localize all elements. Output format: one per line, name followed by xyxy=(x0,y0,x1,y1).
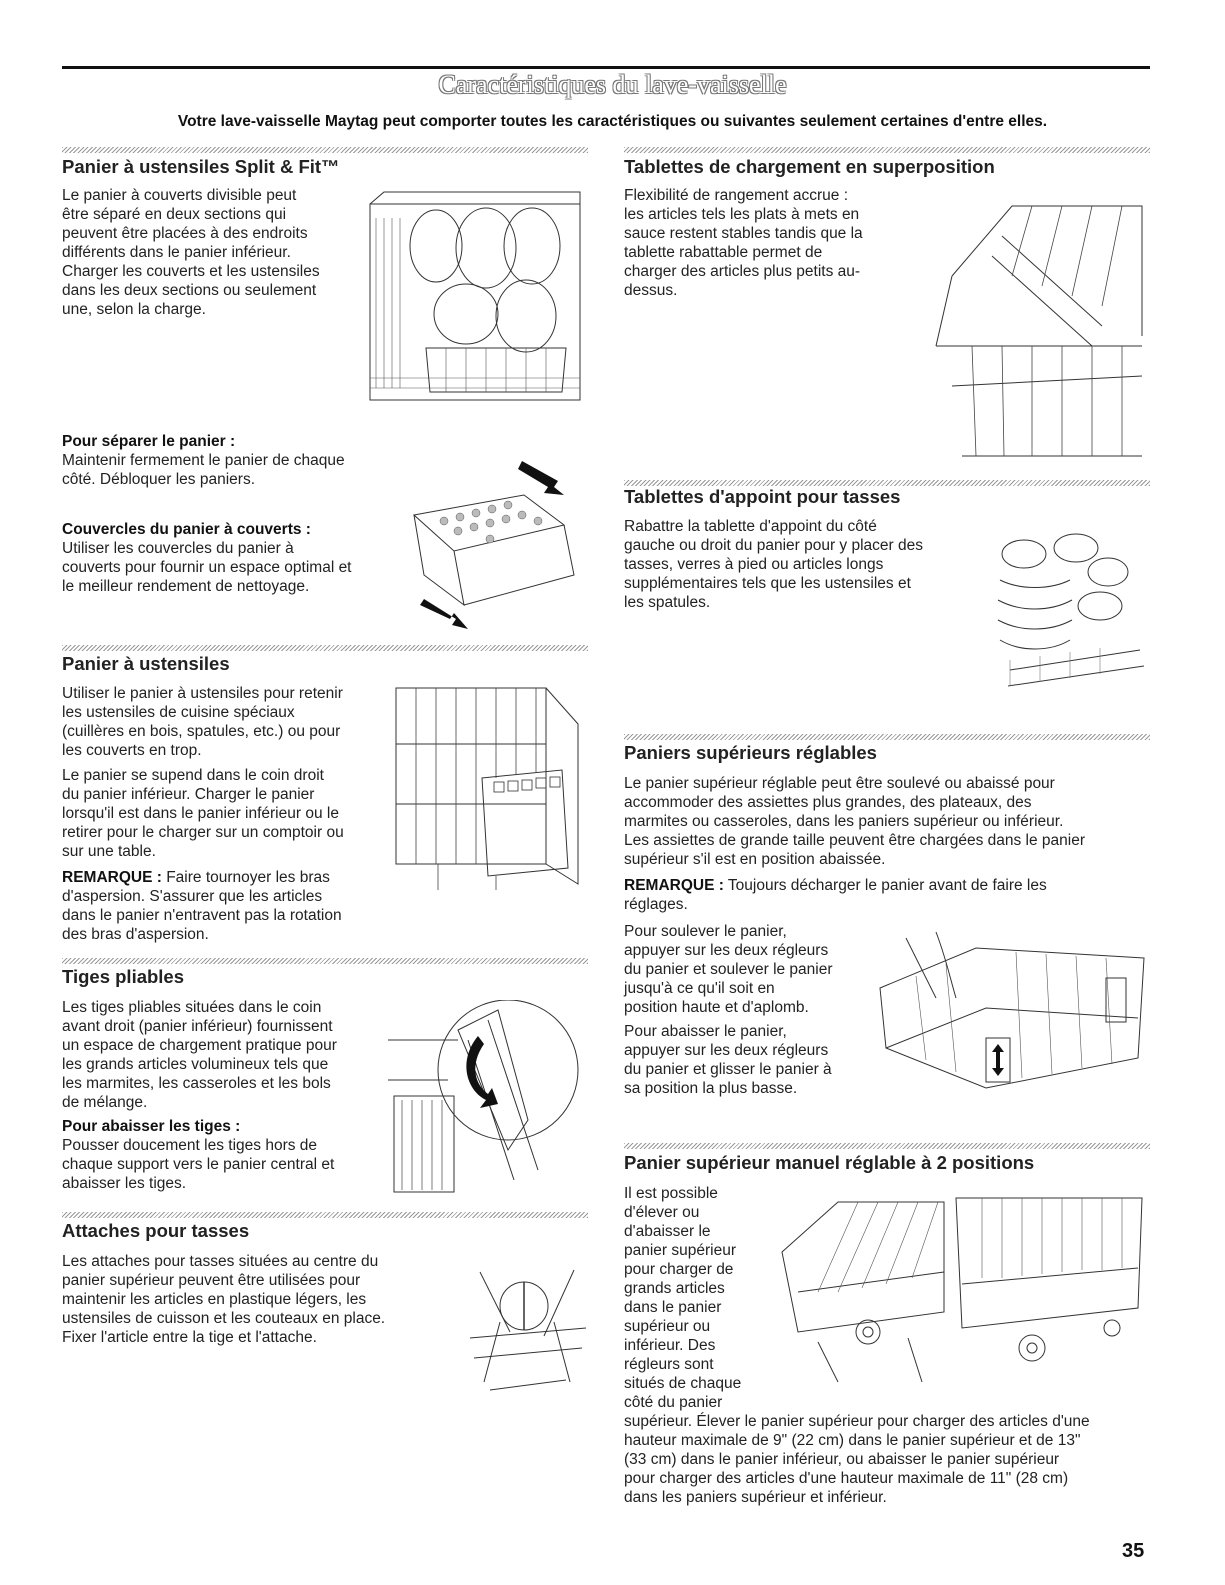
text-line: pour charger de xyxy=(624,1261,734,1278)
text-line: (cuillères en bois, spatules, etc.) ou pour xyxy=(62,723,341,740)
text-line: maintenir les articles en plastique légers, les xyxy=(62,1291,367,1308)
text-line: les grands articles volumineux tels que xyxy=(62,1056,329,1073)
text-line: supérieur ou xyxy=(624,1318,711,1335)
fold-down-tines-illustration xyxy=(388,1000,586,1196)
text-line: chaque support vers le panier central et xyxy=(62,1156,335,1173)
separate-basket-illustration xyxy=(394,455,586,635)
section-divider xyxy=(624,734,1150,740)
text-line: Rabattre la tablette d'appoint du côté xyxy=(624,518,877,535)
top-rule xyxy=(62,66,1150,69)
section-divider xyxy=(624,1143,1150,1149)
heading-tiges: Tiges pliables xyxy=(62,966,185,987)
text-line: couverts pour fournir un espace optimal et xyxy=(62,559,352,576)
ustensiles-basket-illustration xyxy=(392,684,586,894)
text-line: sa position la plus basse. xyxy=(624,1080,798,1097)
text-line: retirer pour le charger sur un comptoir ou xyxy=(62,824,344,841)
text-line: panier supérieur peuvent être utilisées pour xyxy=(62,1272,361,1289)
text-line: les articles tels les plats à mets en xyxy=(624,206,860,223)
text-line: peuvent être placées à des endroits xyxy=(62,225,308,242)
text-line: tablette rabattable permet de xyxy=(624,244,823,261)
note-label: REMARQUE : xyxy=(62,869,162,886)
ustensiles-note xyxy=(62,868,392,944)
cup-clip-illustration xyxy=(470,1262,586,1396)
text-line: côté. Débloquer les paniers. xyxy=(62,471,256,488)
separate-basket-text xyxy=(62,432,402,489)
two-position-rack-illustration-left xyxy=(778,1192,948,1388)
text-line: Fixer l'article entre la tige et l'attache. xyxy=(62,1329,317,1346)
text-line: sur une table. xyxy=(62,843,156,860)
text-line: appuyer sur les deux régleurs xyxy=(624,942,829,959)
lower-basket-text xyxy=(624,1022,874,1098)
text-line: Pour soulever le panier, xyxy=(624,923,787,940)
text-line: hauteur maximale de 9" (22 cm) dans le panier supérieur et de 13" xyxy=(624,1432,1081,1449)
text-line: ustensiles de cuisson et les couteaux en place. xyxy=(62,1310,386,1327)
text-line: Il est possible xyxy=(624,1185,718,1202)
page-title: Caractéristiques du lave-vaisselle xyxy=(438,70,787,99)
text-line: sauce restent stables tandis que la xyxy=(624,225,863,242)
text-line: gauche ou droit du panier pour y placer des xyxy=(624,537,924,554)
text-line: accommoder des assiettes plus grandes, des plateaux, des xyxy=(624,794,1032,811)
reglables-note xyxy=(624,876,1150,914)
text-line: d'élever ou xyxy=(624,1204,700,1221)
text-line: position haute et d'aplomb. xyxy=(624,999,809,1016)
text-line: les couverts en trop. xyxy=(62,742,202,759)
manuel-narrow-text xyxy=(624,1184,774,1412)
text-line: Le panier à couverts divisible peut xyxy=(62,187,297,204)
heading-attaches: Attaches pour tasses xyxy=(62,1220,250,1241)
adjustable-rack-illustration xyxy=(876,928,1148,1098)
text-line: côté du panier xyxy=(624,1394,723,1411)
text-line: supérieur. Élever le panier supérieur pour charger des articles d'une xyxy=(624,1413,1090,1430)
raise-basket-text xyxy=(624,922,874,1017)
text-line: différents dans le panier inférieur. xyxy=(62,244,291,261)
text-line: dessus. xyxy=(624,282,678,299)
heading-ustensiles: Panier à ustensiles xyxy=(62,653,230,674)
subheading: Pour séparer le panier : xyxy=(62,433,236,450)
split-fit-text xyxy=(62,186,362,319)
text-line: marmites ou casseroles, dans les paniers supérieur ou inférieur. xyxy=(624,813,1064,830)
cup-shelf-illustration xyxy=(980,520,1148,692)
text-line: grands articles xyxy=(624,1280,725,1297)
text-line: être séparé en deux sections qui xyxy=(62,206,287,223)
text-line: Utiliser le panier à ustensiles pour retenir xyxy=(62,685,343,702)
text-line: charger des articles plus petits au- xyxy=(624,263,861,280)
note-label: REMARQUE : xyxy=(624,877,724,894)
text-line: du panier inférieur. Charger le panier xyxy=(62,786,315,803)
text-line: avant droit (panier inférieur) fournissent xyxy=(62,1018,333,1035)
heading-appoint: Tablettes d'appoint pour tasses xyxy=(624,486,901,507)
text-line: les marmites, les casseroles et les bols xyxy=(62,1075,331,1092)
text-line: Maintenir fermement le panier de chaque xyxy=(62,452,345,469)
text-line: les spatules. xyxy=(624,594,711,611)
text-line: Les attaches pour tasses situées au centre du xyxy=(62,1253,379,1270)
stacking-shelves-illustration xyxy=(932,196,1148,468)
split-fit-basket-illustration xyxy=(366,188,584,412)
text-line: du panier et glisser le panier à xyxy=(624,1061,832,1078)
section-divider xyxy=(62,1212,588,1218)
text-line: dans le panier n'entravent pas la rotation xyxy=(62,907,342,924)
text-line: les ustensiles de cuisine spéciaux xyxy=(62,704,295,721)
appoint-text xyxy=(624,517,974,612)
section-divider xyxy=(62,958,588,964)
subheading: Couvercles du panier à couverts : xyxy=(62,521,311,538)
text-line: réglages. xyxy=(624,896,688,913)
text-line: Le panier supérieur réglable peut être soulevé ou abaissé pour xyxy=(624,775,1055,792)
text-line: une, selon la charge. xyxy=(62,301,206,318)
text-line: lorsqu'il est dans le panier inférieur ou le xyxy=(62,805,339,822)
text-line: Charger les couverts et les ustensiles xyxy=(62,263,320,280)
section-divider xyxy=(62,645,588,651)
text-line: régleurs sont xyxy=(624,1356,714,1373)
text-line: Le panier se supend dans le coin droit xyxy=(62,767,324,784)
text-line: Pousser doucement les tiges hors de xyxy=(62,1137,318,1154)
heading-manuel: Panier supérieur manuel réglable à 2 positions xyxy=(624,1152,1035,1173)
covers-text xyxy=(62,520,402,596)
text-line: inférieur. Des xyxy=(624,1337,716,1354)
text-line: tasses, verres à pied ou articles longs xyxy=(624,556,884,573)
heading-split-fit: Panier à ustensiles Split & Fit™ xyxy=(62,156,340,177)
text-line: de mélange. xyxy=(62,1094,148,1111)
text-line: (33 cm) dans le panier inférieur, ou abaisser le panier supérieur xyxy=(624,1451,1060,1468)
text-line: jusqu'à ce qu'il soit en xyxy=(624,980,775,997)
two-position-rack-illustration-right xyxy=(952,1188,1148,1384)
text-line: Flexibilité de rangement accrue : xyxy=(624,187,849,204)
text-line: du panier et soulever le panier xyxy=(624,961,833,978)
tiges-text xyxy=(62,998,382,1112)
page-number: 35 xyxy=(1122,1540,1145,1562)
section-divider xyxy=(62,147,588,153)
text-line: le meilleur rendement de nettoyage. xyxy=(62,578,310,595)
text-line: supérieur s'il est en position abaissée. xyxy=(624,851,886,868)
subheading: Pour abaisser les tiges : xyxy=(62,1118,241,1135)
text-line: des bras d'aspersion. xyxy=(62,926,209,943)
text-line: situés de chaque xyxy=(624,1375,742,1392)
text-line: Les assiettes de grande taille peuvent être chargées dans le panier xyxy=(624,832,1085,849)
text-line: Faire tournoyer les bras xyxy=(161,869,330,886)
intro-text: Votre lave-vaisselle Maytag peut comporter toutes les caractéristiques ou suivantes seulement certaines d'entre elles. xyxy=(177,113,1048,130)
text-line: dans les deux sections ou seulement xyxy=(62,282,317,299)
text-line: Utiliser les couvercles du panier à xyxy=(62,540,294,557)
heading-reglables: Paniers supérieurs réglables xyxy=(624,742,877,763)
reglables-text xyxy=(624,774,1150,869)
ustensiles-text-1 xyxy=(62,684,392,760)
heading-tablettes: Tablettes de chargement en superposition xyxy=(624,156,995,177)
text-line: pour charger des articles d'une hauteur maximale de 11" (28 cm) xyxy=(624,1470,1069,1487)
text-line: Pour abaisser le panier, xyxy=(624,1023,787,1040)
text-line: panier supérieur xyxy=(624,1242,737,1259)
section-divider xyxy=(624,147,1150,153)
text-line: un espace de chargement pratique pour xyxy=(62,1037,337,1054)
tablettes-text xyxy=(624,186,924,300)
text-line: Toujours décharger le panier avant de faire les xyxy=(723,877,1047,894)
lower-tines-text xyxy=(62,1117,382,1193)
text-line: d'aspersion. S'assurer que les articles xyxy=(62,888,323,905)
manuel-wide-text xyxy=(624,1412,1150,1507)
text-line: dans le panier xyxy=(624,1299,722,1316)
text-line: d'abaisser le xyxy=(624,1223,711,1240)
text-line: appuyer sur les deux régleurs xyxy=(624,1042,829,1059)
text-line: abaisser les tiges. xyxy=(62,1175,187,1192)
ustensiles-text-2 xyxy=(62,766,392,861)
attaches-text xyxy=(62,1252,442,1347)
text-line: supplémentaires tels que les ustensiles et xyxy=(624,575,911,592)
text-line: Les tiges pliables situées dans le coin xyxy=(62,999,322,1016)
text-line: dans les paniers supérieur et inférieur. xyxy=(624,1489,887,1506)
